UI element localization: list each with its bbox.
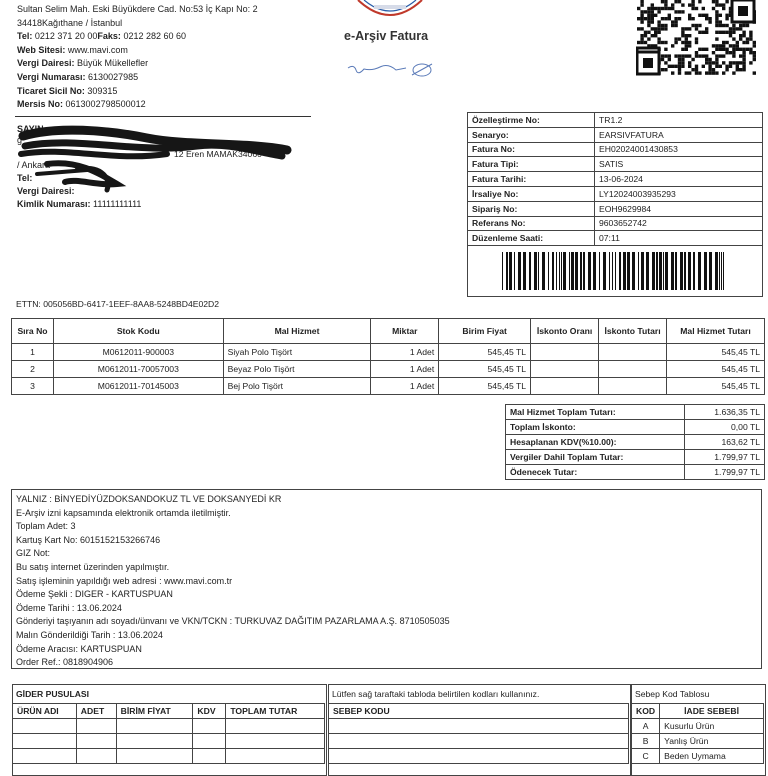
meta-label: Fatura No: xyxy=(468,142,595,157)
meta-label: Düzenleme Saati: xyxy=(468,231,595,246)
meta-row xyxy=(468,231,763,246)
totals-label: Hesaplanan KDV(%10.00): xyxy=(506,435,685,450)
meta-row xyxy=(468,172,763,187)
buyer-tel-label: Tel: xyxy=(17,173,33,183)
seller-mersis-line: Mersis No: 0613002798500012 xyxy=(17,99,146,110)
items-cell xyxy=(531,344,599,361)
items-cell: 545,45 TL xyxy=(439,378,531,395)
totals-label: Toplam İskonto: xyxy=(506,420,685,435)
items-cell: 1 Adet xyxy=(371,361,439,378)
note-line: Toplam Adet: 3 xyxy=(16,521,76,532)
note-line: Order Ref.: 0818904906 xyxy=(16,657,114,668)
seller-tax-office-line: Vergi Dairesi: Büyük Mükellefler xyxy=(17,58,149,69)
meta-value: 9603652742 xyxy=(595,216,763,231)
note-line: Ödeme Aracısı: KARTUSPUAN xyxy=(16,643,142,654)
meta-label: Fatura Tarihi: xyxy=(468,172,595,187)
note-line: Ödeme Şekli : DIGER - KARTUSPUAN xyxy=(16,589,173,600)
items-cell: 3 xyxy=(12,378,54,395)
gider-header-cell: TOPLAM TUTAR xyxy=(226,704,325,719)
gider-header-cell: KDV xyxy=(193,704,226,719)
items-cell: M0612011-70057003 xyxy=(53,361,223,378)
meta-label: Fatura Tipi: xyxy=(468,157,595,172)
totals-value: 1.799,97 TL xyxy=(685,465,765,480)
items-cell: M0612011-900003 xyxy=(53,344,223,361)
meta-row xyxy=(468,216,763,231)
totals-label: Ödenecek Tutar: xyxy=(506,465,685,480)
totals-row xyxy=(506,420,765,435)
sebep-header-cell: İADE SEBEBİ xyxy=(660,704,764,719)
invoice-title: e-Arşiv Fatura xyxy=(344,29,429,43)
meta-label: Senaryo: xyxy=(468,127,595,142)
invoice-meta-table xyxy=(467,112,763,297)
buyer-sayin: SAYIN xyxy=(17,124,44,134)
items-cell: 1 Adet xyxy=(371,378,439,395)
items-cell xyxy=(599,361,667,378)
items-cell xyxy=(599,344,667,361)
sebep-reason: Beden Uymama xyxy=(660,749,764,764)
gider-pusulasi-box xyxy=(12,684,327,776)
totals-row xyxy=(506,435,765,450)
items-header-cell: Miktar xyxy=(371,319,439,344)
items-header-cell: İskonto Oranı xyxy=(531,319,599,344)
meta-row xyxy=(468,127,763,142)
sebep-kodu-table xyxy=(328,703,629,764)
barcode-image xyxy=(468,246,762,294)
gider-header-cell: BİRİM FİYAT xyxy=(116,704,193,719)
sebep-code: B xyxy=(632,734,660,749)
seller-trade-reg-line: Ticaret Sicil No: 309315 xyxy=(17,85,118,96)
items-cell: 2 xyxy=(12,361,54,378)
table-row xyxy=(12,378,765,395)
totals-value: 163,62 TL xyxy=(685,435,765,450)
sebep-kodu-header: SEBEP KODU xyxy=(329,704,629,719)
items-cell xyxy=(599,378,667,395)
meta-label: Sipariş No: xyxy=(468,201,595,216)
note-line: Gönderiyi taşıyanın adı soyadı/ünvanı ve VKN/TCKN : TURKUVAZ DAĞITIM PAZARLAMA A.Ş. 8710505035 xyxy=(16,616,450,627)
seller-address-line2: 34418Kağıthane / İstanbul xyxy=(17,17,123,28)
meta-row xyxy=(468,157,763,172)
sebep-title: Sebep Kod Tablosu xyxy=(635,689,710,699)
meta-row xyxy=(468,142,763,157)
buyer-info xyxy=(17,124,307,219)
totals-value: 0,00 TL xyxy=(685,420,765,435)
items-cell: Beyaz Polo Tişört xyxy=(223,361,371,378)
gider-header-cell: ADET xyxy=(76,704,116,719)
signature-image xyxy=(344,58,436,82)
buyer-name: g xyxy=(17,135,23,145)
meta-value: EH02024001430853 xyxy=(595,142,763,157)
sebep-reason: Kusurlu Ürün xyxy=(660,719,764,734)
table-row xyxy=(12,361,765,378)
table-row xyxy=(632,734,764,749)
items-cell: 545,45 TL xyxy=(439,344,531,361)
note-line: E-Arşiv izni kapsamında elektronik ortamda iletilmiştir. xyxy=(16,507,231,518)
totals-label: Mal Hizmet Toplam Tutarı: xyxy=(506,405,685,420)
gider-title: GİDER PUSULASI xyxy=(16,689,90,699)
sebep-kod-tablosu-box xyxy=(631,684,766,776)
meta-value: TR1.2 xyxy=(595,113,763,128)
seller-tax-no-line: Vergi Numarası: 6130027985 xyxy=(17,71,139,82)
redaction-scribble xyxy=(17,124,302,194)
buyer-city: / Ankara xyxy=(17,160,51,170)
meta-row xyxy=(468,113,763,128)
note-line: YALNIZ : BİNYEDİYÜZDOKSANDOKUZ TL VE DOKSANYEDİ KR xyxy=(16,494,282,504)
notes-box xyxy=(11,489,762,669)
items-header-cell: Stok Kodu xyxy=(53,319,223,344)
buyer-address: 12 Eren MAMAK34060 xyxy=(174,149,262,159)
meta-value: 07:11 xyxy=(595,231,763,246)
buyer-tax-office-label: Vergi Dairesi: xyxy=(17,186,75,196)
sebep-code: A xyxy=(632,719,660,734)
sebep-kodu-box xyxy=(328,684,631,776)
meta-label: Referans No: xyxy=(468,216,595,231)
items-cell xyxy=(531,378,599,395)
meta-value: EARSIVFATURA xyxy=(595,127,763,142)
items-cell: 545,45 TL xyxy=(667,361,765,378)
meta-value: 13-06-2024 xyxy=(595,172,763,187)
note-line: GIZ Not: xyxy=(16,548,51,559)
note-line: Malın Gönderildiği Tarih : 13.06.2024 xyxy=(16,629,163,640)
meta-value: SATIS xyxy=(595,157,763,172)
items-cell: Bej Polo Tişört xyxy=(223,378,371,395)
totals-row xyxy=(506,405,765,420)
sebep-kod-table xyxy=(631,703,764,764)
meta-row xyxy=(468,201,763,216)
totals-value: 1.799,97 TL xyxy=(685,450,765,465)
items-cell: 1 xyxy=(12,344,54,361)
gib-seal-logo xyxy=(356,0,424,18)
note-line: Kartuş Kart No: 6015152153266746 xyxy=(16,534,161,545)
totals-row xyxy=(506,465,765,480)
seller-phone-line: Tel: 0212 371 20 00Faks: 0212 282 60 60 xyxy=(17,31,187,42)
totals-label: Vergiler Dahil Toplam Tutar: xyxy=(506,450,685,465)
note-line: Satış işleminin yapıldığı web adresi : www.mavi.com.tr xyxy=(16,575,233,586)
items-header-cell: Mal Hizmet Tutarı xyxy=(667,319,765,344)
meta-label: Özelleştirme No: xyxy=(468,113,595,128)
seller-address-line1: Sultan Selim Mah. Eski Büyükdere Cad. No:53 İç Kapı No: 2 xyxy=(17,4,258,14)
items-cell: M0612011-70145003 xyxy=(53,378,223,395)
seller-divider xyxy=(15,116,311,117)
meta-value: EOH9629984 xyxy=(595,201,763,216)
items-header-cell: Mal Hizmet xyxy=(223,319,371,344)
seller-web-line: Web Sitesi: www.mavi.com xyxy=(17,44,128,55)
totals-table xyxy=(505,404,765,480)
totals-value: 1.636,35 TL xyxy=(685,405,765,420)
items-cell: Siyah Polo Tişört xyxy=(223,344,371,361)
gider-header-cell: ÜRÜN ADI xyxy=(13,704,77,719)
qr-code-image xyxy=(636,0,757,76)
barcode-cell xyxy=(468,246,763,297)
items-cell: 1 Adet xyxy=(371,344,439,361)
meta-row xyxy=(468,186,763,201)
sebep-header-cell: KOD xyxy=(632,704,660,719)
sebep-reason: Yanlış Ürün xyxy=(660,734,764,749)
items-cell: 545,45 TL xyxy=(439,361,531,378)
gider-table xyxy=(12,703,325,764)
gider-note-text: Lütfen sağ taraftaki tabloda belirtilen kodları kullanınız. xyxy=(332,689,540,699)
ettn: ETTN: 005056BD-6417-1EEF-8AA8-5248BD4E02D2 xyxy=(16,299,220,309)
items-cell: 545,45 TL xyxy=(667,344,765,361)
note-line: Ödeme Tarihi : 13.06.2024 xyxy=(16,602,122,613)
table-row xyxy=(12,344,765,361)
note-line: Bu satış internet üzerinden yapılmıştır. xyxy=(16,561,170,572)
totals-row xyxy=(506,450,765,465)
seller-info xyxy=(17,3,258,112)
table-row xyxy=(632,719,764,734)
items-header-cell: Sıra No xyxy=(12,319,54,344)
meta-value: LY12024003935293 xyxy=(595,186,763,201)
items-header-cell: Birim Fiyat xyxy=(439,319,531,344)
buyer-id-line: Kimlik Numarası: 11111111111 xyxy=(17,199,142,209)
meta-label: İrsaliye No: xyxy=(468,186,595,201)
table-row xyxy=(632,749,764,764)
items-cell: 545,45 TL xyxy=(667,378,765,395)
items-cell xyxy=(531,361,599,378)
items-header-cell: İskonto Tutarı xyxy=(599,319,667,344)
items-table xyxy=(11,318,765,395)
sebep-code: C xyxy=(632,749,660,764)
